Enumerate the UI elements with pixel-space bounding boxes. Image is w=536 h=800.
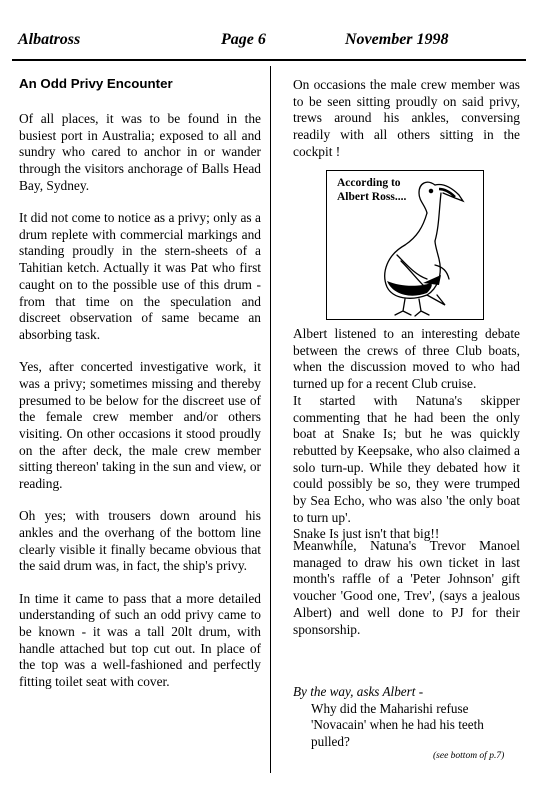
article-paragraph: Of all places, it was to be found in the busiest port in Australia; exposed to all and sundry who cared to anchor in or wander through the visitors anchorage of Balls Head Bay, Sydney. (19, 111, 261, 193)
left-column (19, 76, 261, 706)
albert-paragraph: It started with Natuna's skipper commenting that he had been the only boat at Snake Is; but he was quickly rebutted by Keepsake, who also claimed a solo turn-up. While they debated how it could possibly be so, they were trumped by Sea Echo, who was also 'the only boat to turn up'. (293, 392, 520, 525)
article-continuation: On occasions the male crew member was to be seen sitting proudly on said privy, trews around his ankles, conversing readily with all others sitting in the cockpit ! (293, 77, 520, 159)
article-paragraph: It did not come to notice as a privy; only as a drum replete with commercial markings and standing proudly in the stern-sheets of a Tahitian ketch. Actually it was Pat who first caught on to the possible use of this drum - from that time on the speculation and discreet observation of same became an absorbing task. (19, 210, 261, 342)
article-paragraph: In time it came to pass that a more detailed understanding of such an odd privy came to be known - it was a tall 20lt drum, with handle attached but top cut out. In place of the top was a well-fashioned and perfectly fitting toilet seat with cover. (19, 590, 261, 690)
issue-date: November 1998 (345, 31, 449, 48)
publication-name: Albatross (18, 31, 81, 48)
article-paragraph: Oh yes; with trousers down around his ankles and the overhang of the bottom line clearly visible it finally became obvious that the said drum was, in fact, the ship's privy. (19, 508, 261, 574)
albert-paragraph: Meanwhile, Natuna's Trevor Manoel managed to draw his own ticket in last month's raffle of a 'Peter Johnson' gift voucher 'Good one, Trev', (says a jealous Albert) and well done to PJ for their sponsorship. (293, 538, 520, 637)
albatross-cartoon (326, 170, 484, 320)
albert-column-2 (293, 538, 520, 638)
see-reference: (see bottom of p.7) (433, 751, 505, 761)
albatross-drawing (327, 171, 485, 321)
quip-intro: By the way, asks Albert - (293, 684, 424, 699)
albert-quip (293, 684, 521, 750)
quip-question: Why did the Maharishi refuse 'Novacain' when he had his teeth pulled? (311, 700, 484, 749)
article-title: An Odd Privy Encounter (19, 76, 173, 91)
albert-paragraph: Snake Is just isn't that big!! (293, 526, 440, 542)
page-number: Page 6 (221, 31, 266, 48)
column-divider (270, 66, 271, 773)
right-column-top (293, 77, 520, 161)
albert-paragraph: Albert listened to an interesting debate between the crews of three Club boats, when the discussion moved to who had turned up for a recent Club cruise. (293, 326, 520, 392)
article-paragraph: Yes, after concerted investigative work, it was a privy; sometimes missing and thereby presumed to be below for the discreet use of the female crew member and/or others visiting. On other occasions it stood proudly on the after deck, the male crew member sitting thereon' taking in the sun and view, or reading. (19, 359, 261, 492)
cartoon-caption-line1: According to (337, 177, 401, 189)
albert-column (293, 326, 520, 543)
cartoon-caption-line2: Albert Ross.... (337, 191, 407, 203)
header-rule (12, 59, 526, 61)
